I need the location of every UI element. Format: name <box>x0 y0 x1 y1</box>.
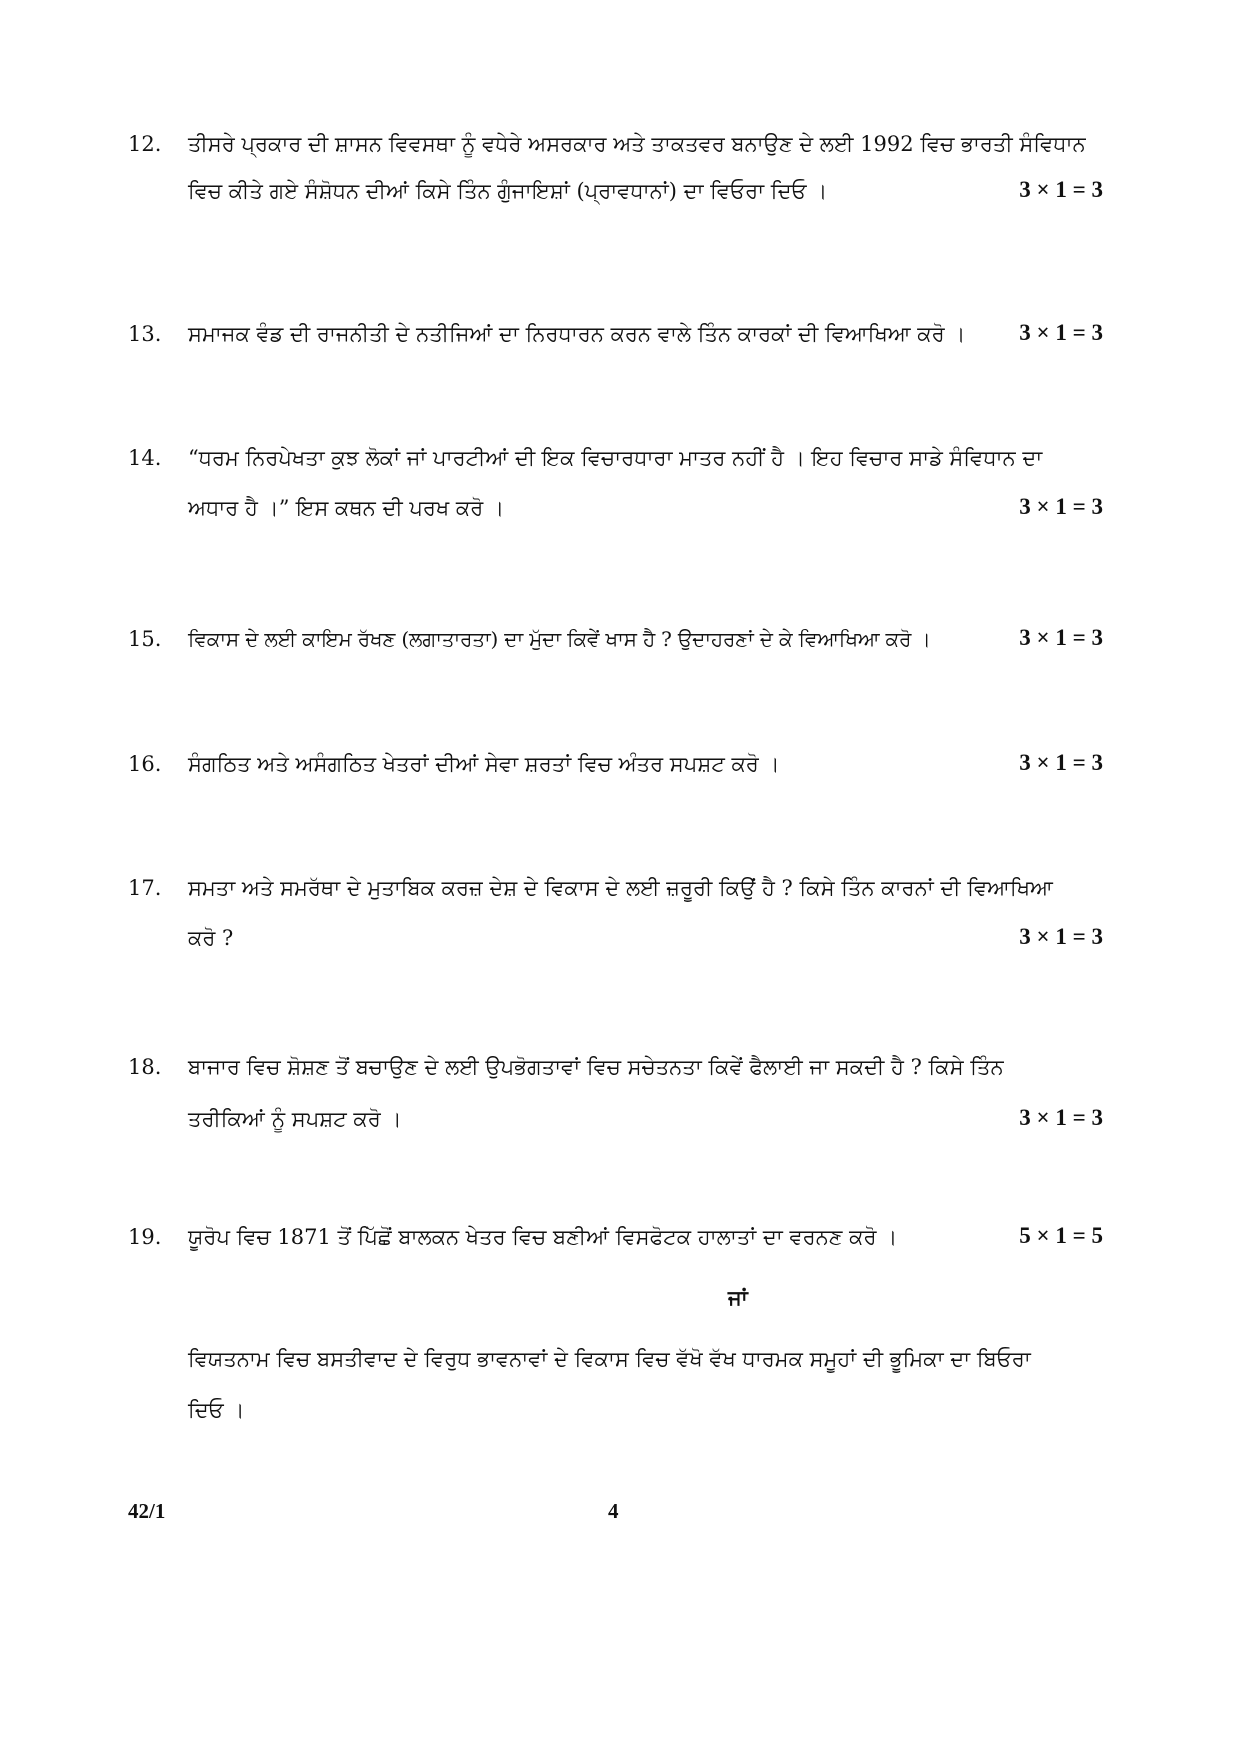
question-18 <box>128 1055 1103 1155</box>
marks: 3 × 1 = 3 <box>1019 1105 1103 1130</box>
question-number: 16. <box>128 752 162 776</box>
question-text-line: ਵਿਯਤਨਾਮ ਵਿਚ ਬਸਤੀਵਾਦ ਦੇ ਵਿਰੁਧ ਭਾਵਨਾਵਾਂ ਦੇ ਵਿਕਾਸ ਵਿਚ ਵੱਖੋ ਵੱਖ ਧਾਰਮਕ ਸਮੂਹਾਂ ਦੀ ਭੂਮਿਕਾ ਦਾ ਬਿਓਰਾ <box>188 1347 1031 1371</box>
question-13 <box>128 322 1103 362</box>
question-19-alternative <box>128 1285 1103 1445</box>
marks: 3 × 1 = 3 <box>1019 625 1103 650</box>
question-number: 19. <box>128 1225 162 1249</box>
question-14 <box>128 446 1103 546</box>
question-text-line: ਦਿਓ । <box>188 1398 245 1422</box>
marks: 3 × 1 = 3 <box>1019 924 1103 949</box>
marks: 3 × 1 = 3 <box>1019 494 1103 519</box>
question-number: 14. <box>128 446 162 470</box>
question-number: 15. <box>128 627 162 651</box>
question-text-line: ਵਿਕਾਸ ਦੇ ਲਈ ਕਾਇਮ ਰੱਖਣ (ਲਗਾਤਾਰਤਾ) ਦਾ ਮੁੱਦਾ ਕਿਵੇਂ ਖਾਸ ਹੈ ? ਉਦਾਹਰਣਾਂ ਦੇ ਕੇ ਵਿਆਖਿਆ ਕਰੋ । <box>188 627 931 651</box>
question-17 <box>128 876 1103 976</box>
question-text-line: ਸੰਗਠਿਤ ਅਤੇ ਅਸੰਗਠਿਤ ਖੇਤਰਾਂ ਦੀਆਂ ਸੇਵਾ ਸ਼ਰਤਾਂ ਵਿਚ ਅੰਤਰ ਸਪਸ਼ਟ ਕਰੋ । <box>188 752 780 776</box>
or-label: ਜਾਂ <box>728 1285 748 1310</box>
page-number: 4 <box>608 1499 619 1523</box>
question-12 <box>128 132 1103 232</box>
question-19 <box>128 1225 1103 1265</box>
question-text-line: ਸਮਤਾ ਅਤੇ ਸਮਰੱਥਾ ਦੇ ਮੁਤਾਬਿਕ ਕਰਜ਼ ਦੇਸ਼ ਦੇ ਵਿਕਾਸ ਦੇ ਲਈ ਜ਼ਰੂਰੀ ਕਿਉਂ ਹੈ ? ਕਿਸੇ ਤਿੰਨ ਕਾਰਨਾਂ ਦੀ ਵਿਆਖਿਆ <box>188 876 1053 900</box>
question-16 <box>128 752 1103 792</box>
marks: 3 × 1 = 3 <box>1019 320 1103 345</box>
question-text-line: ਸਮਾਜਕ ਵੰਡ ਦੀ ਰਾਜਨੀਤੀ ਦੇ ਨਤੀਜਿਆਂ ਦਾ ਨਿਰਧਾਰਨ ਕਰਨ ਵਾਲੇ ਤਿੰਨ ਕਾਰਕਾਂ ਦੀ ਵਿਆਖਿਆ ਕਰੋ । <box>188 322 966 346</box>
question-text-line: ਤੀਸਰੇ ਪ੍ਰਕਾਰ ਦੀ ਸ਼ਾਸਨ ਵਿਵਸਥਾ ਨੂੰ ਵਧੇਰੇ ਅਸਰਕਾਰ ਅਤੇ ਤਾਕਤਵਰ ਬਨਾਉਣ ਦੇ ਲਈ 1992 ਵਿਚ ਭਾਰਤੀ ਸੰਵਿਧਾਨ <box>188 132 1086 156</box>
marks: 5 × 1 = 5 <box>1019 1223 1103 1248</box>
marks: 3 × 1 = 3 <box>1019 177 1103 202</box>
paper-code: 42/1 <box>128 1499 166 1523</box>
question-text-line: ਅਧਾਰ ਹੈ ।” ਇਸ ਕਥਨ ਦੀ ਪਰਖ ਕਰੋ । <box>188 496 505 520</box>
question-15 <box>128 627 1103 667</box>
question-number: 13. <box>128 322 162 346</box>
question-text-line: “ਧਰਮ ਨਿਰਪੇਖਤਾ ਕੁਝ ਲੋਕਾਂ ਜਾਂ ਪਾਰਟੀਆਂ ਦੀ ਇਕ ਵਿਚਾਰਧਾਰਾ ਮਾਤਰ ਨਹੀਂ ਹੈ । ਇਹ ਵਿਚਾਰ ਸਾਡੇ ਸੰਵਿਧਾਨ ਦਾ <box>188 446 1043 470</box>
question-number: 18. <box>128 1055 162 1079</box>
question-text-line: ਵਿਚ ਕੀਤੇ ਗਏ ਸੰਸ਼ੋਧਨ ਦੀਆਂ ਕਿਸੇ ਤਿੰਨ ਗੁੰਜਾਇਸ਼ਾਂ (ਪ੍ਰਾਵਧਾਨਾਂ) ਦਾ ਵਿਓਰਾ ਦਿਓ । <box>188 179 828 203</box>
question-number: 12. <box>128 132 162 156</box>
question-text-line: ਯੂਰੋਪ ਵਿਚ 1871 ਤੋਂ ਪਿੱਛੋਂ ਬਾਲਕਨ ਖੇਤਰ ਵਿਚ ਬਣੀਆਂ ਵਿਸਫੋਟਕ ਹਾਲਾਤਾਂ ਦਾ ਵਰਨਣ ਕਰੋ । <box>188 1225 898 1249</box>
question-text-line: ਤਰੀਕਿਆਂ ਨੂੰ ਸਪਸ਼ਟ ਕਰੋ । <box>188 1107 402 1131</box>
marks: 3 × 1 = 3 <box>1019 750 1103 775</box>
question-text-line: ਬਾਜਾਰ ਵਿਚ ਸ਼ੋਸ਼ਣ ਤੋਂ ਬਚਾਉਣ ਦੇ ਲਈ ਉਪਭੋਗਤਾਵਾਂ ਵਿਚ ਸਚੇਤਨਤਾ ਕਿਵੇਂ ਫੈਲਾਈ ਜਾ ਸਕਦੀ ਹੈ ? ਕਿਸੇ ਤਿੰਨ <box>188 1055 1004 1079</box>
question-number: 17. <box>128 876 162 900</box>
question-text-line: ਕਰੋ ? <box>188 926 234 950</box>
